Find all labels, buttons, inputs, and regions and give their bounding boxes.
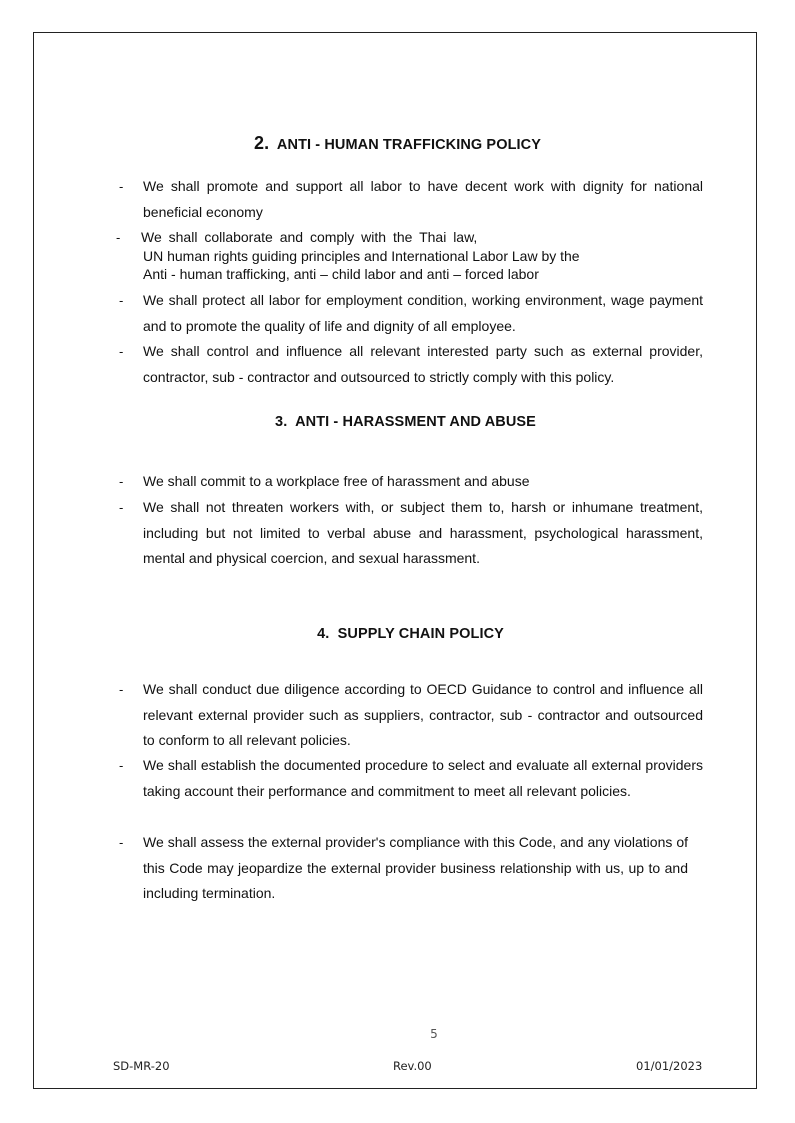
bullet-dash: - <box>119 682 124 697</box>
section-4-number: 4. <box>317 626 330 642</box>
section-3-title: ANTI - HARASSMENT AND ABUSE <box>295 414 536 430</box>
bullet-dash: - <box>119 835 124 850</box>
bullet-dash: - <box>119 179 124 194</box>
policy-text: We shall assess the external provider's compliance with this Code, and any violations of this Code may jeopardize the external provider business relationship with us, up to and including termination. <box>143 834 688 901</box>
section-2-number: 2. <box>253 133 270 153</box>
footer-revision: Rev.00 <box>393 1059 432 1073</box>
policy-text: We shall protect all labor for employment condition, working environment, wage payment and to promote the quality of life and dignity of all employee. <box>143 292 703 334</box>
bullet-dash: - <box>119 500 124 515</box>
policy-text: We shall establish the documented procedure to select and evaluate all external providers taking account their performance and commitment to meet all relevant policies. <box>143 757 703 799</box>
section-4-heading <box>13 626 795 642</box>
policy-text-line: We shall collaborate and comply with the Thai law, <box>141 229 478 245</box>
bullet-dash: - <box>119 474 124 489</box>
policy-text-line: Anti - human trafficking, anti – child labor and anti – forced labor <box>143 266 539 282</box>
page-number: 5 <box>430 1027 438 1041</box>
policy-text: We shall not threaten workers with, or subject them to, harsh or inhumane treatment, including but not limited to verbal abuse and harassment, psychological harassment, mental and physical coercion, and sexual harassment. <box>143 499 703 566</box>
bullet-dash: - <box>119 758 124 773</box>
policy-text: We shall control and influence all relevant interested party such as external provider, contractor, sub - contractor and outsourced to strictly comply with this policy. <box>143 343 703 385</box>
policy-text-line: UN human rights guiding principles and International Labor Law by the <box>143 248 580 264</box>
footer-date: 01/01/2023 <box>636 1059 703 1073</box>
section-3-heading <box>8 414 795 430</box>
bullet-dash: - <box>119 344 124 359</box>
section-2-title: ANTI - HUMAN TRAFFICKING POLICY <box>276 137 542 153</box>
policy-text: We shall commit to a workplace free of harassment and abuse <box>143 473 530 489</box>
policy-text: We shall promote and support all labor to have decent work with dignity for national beneficial economy <box>143 178 703 220</box>
policy-text: We shall conduct due diligence according to OECD Guidance to control and influence all relevant external provider such as suppliers, contractor, sub - contractor and outsourced to conform to all relevant policies. <box>143 681 703 748</box>
section-2-heading <box>0 133 795 154</box>
bullet-dash: - <box>119 293 124 308</box>
bullet-dash: - <box>116 230 121 245</box>
section-4-title: SUPPLY CHAIN POLICY <box>337 626 504 642</box>
footer-doc-code: SD-MR-20 <box>113 1059 170 1073</box>
section-3-number: 3. <box>275 414 288 430</box>
